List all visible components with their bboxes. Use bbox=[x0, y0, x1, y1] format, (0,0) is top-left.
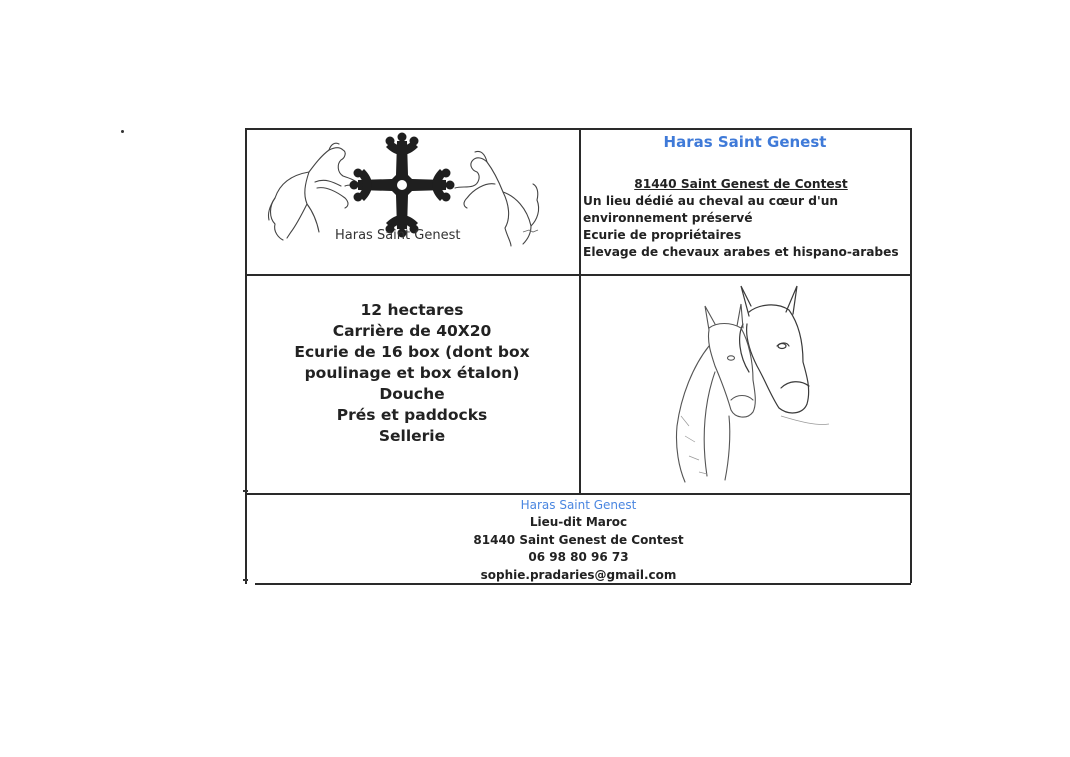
facility-item: Prés et paddocks bbox=[336, 406, 488, 424]
info-title: Haras Saint Genest bbox=[663, 133, 827, 151]
facility-item: Carrière de 40X20 bbox=[332, 322, 492, 340]
scan-speck bbox=[121, 130, 124, 133]
contact-address: 81440 Saint Genest de Contest bbox=[473, 532, 684, 547]
logo-cell bbox=[245, 128, 579, 274]
rearing-horse-icon bbox=[455, 151, 539, 246]
horse-drawing-cell bbox=[581, 276, 910, 493]
logo-caption: Haras Saint Genest bbox=[335, 228, 461, 243]
contact-name: Haras Saint Genest bbox=[520, 498, 637, 512]
horse-heads-sketch bbox=[581, 276, 910, 493]
margin-tick bbox=[243, 490, 248, 492]
info-address: 81440 Saint Genest de Contest bbox=[634, 177, 848, 191]
info-line: Un lieu dédié au cheval au cœur d'un environnement préservé bbox=[583, 194, 839, 225]
facility-item: 12 hectares bbox=[360, 301, 464, 319]
facility-item: Ecurie de 16 box (dont box poulinage et box étalon) bbox=[294, 343, 530, 382]
logo-art bbox=[245, 128, 579, 274]
contact-email[interactable]: sophie.pradaries@gmail.com bbox=[480, 567, 677, 582]
flyer bbox=[245, 128, 912, 584]
facilities-list bbox=[245, 300, 579, 447]
info-line: Elevage de chevaux arabes et hispano-arabes bbox=[583, 245, 899, 259]
contact-block bbox=[245, 497, 912, 584]
contact-place: Lieu-dit Maroc bbox=[529, 515, 628, 530]
facility-item: Sellerie bbox=[378, 427, 446, 445]
rearing-horse-icon bbox=[268, 143, 359, 240]
info-text bbox=[583, 176, 909, 261]
contact-phone[interactable]: 06 98 80 96 73 bbox=[528, 550, 629, 565]
divider-row-2 bbox=[245, 493, 910, 495]
facility-item: Douche bbox=[379, 385, 445, 403]
info-line: Ecurie de propriétaires bbox=[583, 228, 742, 242]
occitan-cross-icon bbox=[350, 133, 455, 238]
